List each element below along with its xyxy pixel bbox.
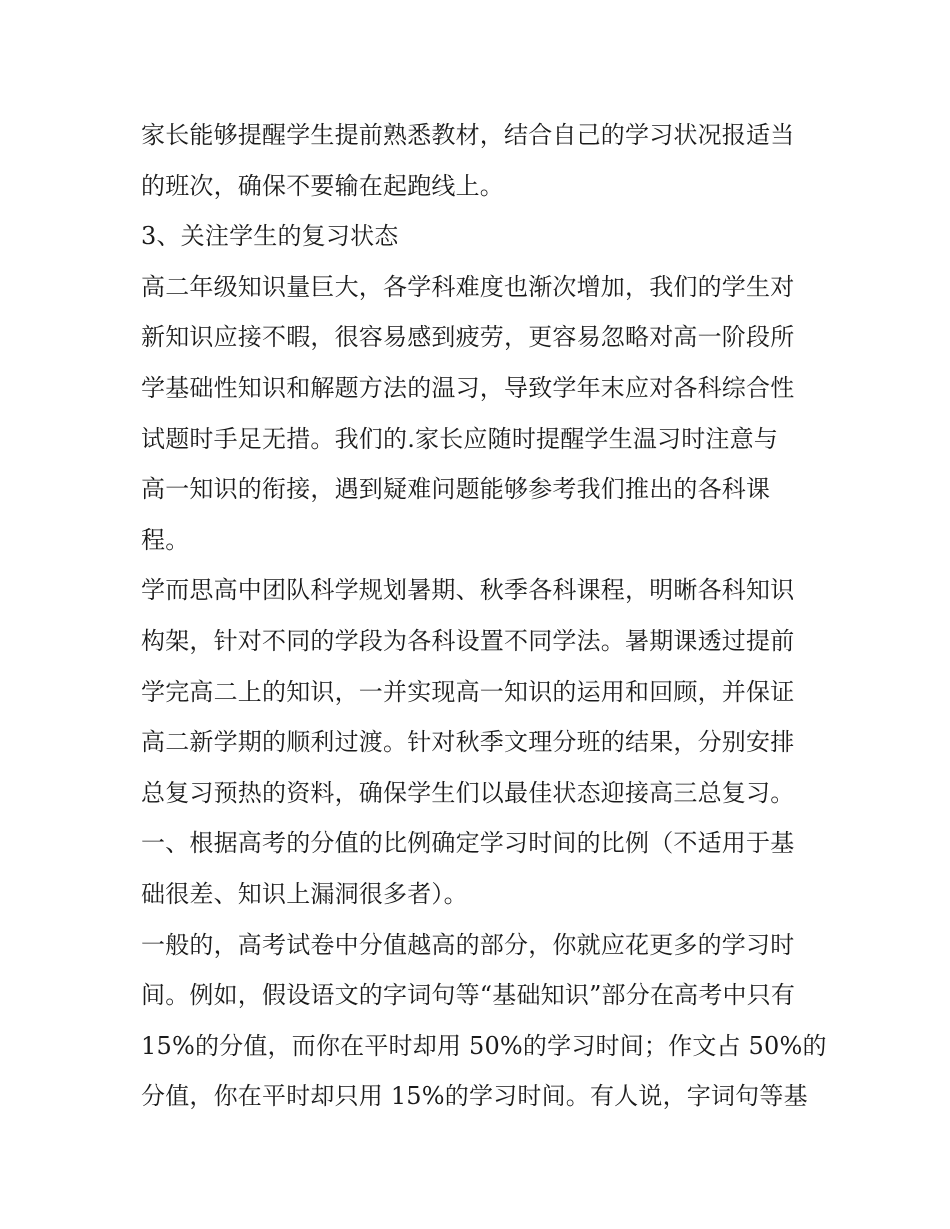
text-line: 高二新学期的顺利过渡。针对秋季文理分班的结果，分别安排: [141, 728, 795, 757]
text-line: 学基础性知识和解题方法的温习，导致学年末应对各科综合性: [141, 373, 795, 402]
text-line: 础很差、知识上漏洞很多者）。: [141, 879, 468, 908]
text-line: 试题时手足无措。我们的.家长应随时提醒学生温习时注意与: [141, 424, 779, 453]
text-line: 家长能够提醒学生提前熟悉教材，结合自己的学习状况报适当: [141, 121, 795, 149]
text-line: 学完高二上的知识，一并实现高一知识的运用和回顾，并保证: [141, 677, 795, 706]
text-line: 程。: [141, 525, 190, 554]
text-line: 高一知识的衔接，遇到疑难问题能够参考我们推出的各科课: [141, 475, 771, 504]
text-line: 学而思高中团队科学规划暑期、秋季各科课程，明晰各科知识: [141, 576, 795, 605]
text-line: 分值，你在平时却只用 15%的学习时间。有人说，字词句等基: [141, 1082, 808, 1111]
text-line: 15%的分值，而你在平时却用 50%的学习时间；作文占 50%的: [141, 1031, 827, 1060]
text-line: 高二年级知识量巨大，各学科难度也渐次增加，我们的学生对: [141, 272, 795, 301]
text-line: 新知识应接不暇，很容易感到疲劳，更容易忽略对高一阶段所: [141, 323, 795, 352]
text-line: 总复习预热的资料，确保学生们以最佳状态迎接高三总复习。: [141, 778, 795, 807]
body-text: [141, 110, 827, 1122]
text-line: 的班次，确保不要输在起跑线上。: [141, 171, 504, 200]
text-line: 一般的，高考试卷中分值越高的部分，你就应花更多的学习时: [141, 930, 795, 959]
text-line: 间。例如，假设语文的字词句等“基础知识”部分在高考中只有: [141, 981, 796, 1010]
text-line: 构架，针对不同的学段为各科设置不同学法。暑期课透过提前: [141, 626, 795, 655]
section-heading: 一、根据高考的分值的比例确定学习时间的比例（不适用于基: [141, 829, 795, 858]
section-heading: 3、关注学生的复习状态: [141, 222, 399, 251]
